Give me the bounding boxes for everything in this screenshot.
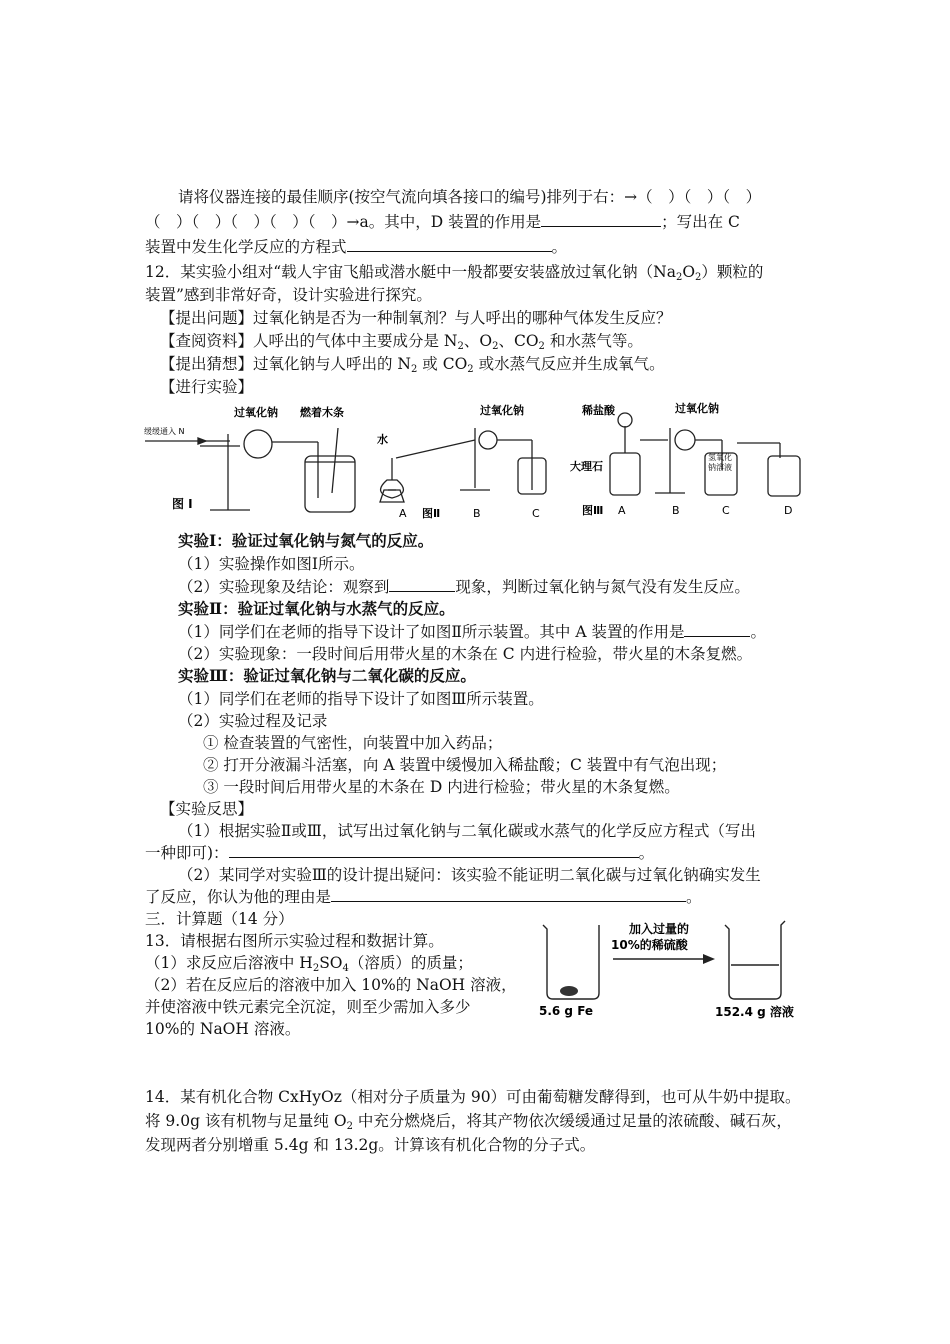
q12-ref-text: 【查阅资料】人呼出的气体中主要成分是 N <box>160 332 458 350</box>
fig2-peroxide-label: 过氧化钠 <box>480 404 524 417</box>
exp2-step-1-tail: 。 <box>750 623 766 641</box>
q13-sub: 2 <box>312 963 320 974</box>
q12-ref-text: 和水蒸气等。 <box>544 332 643 350</box>
q12-sub: 2 <box>675 272 683 283</box>
fig2-water-label: 水 <box>377 433 388 446</box>
exp1-step-2-text: （2）实验现象及结论：观察到 <box>178 578 390 596</box>
fig3-naoh-label: 氢氧化 <box>708 453 732 462</box>
fig-fe-label: 5.6 g Fe <box>539 1004 594 1018</box>
exp3-record-2: ② 打开分液漏斗活塞，向 A 装置中缓慢加入稀盐酸；C 装置中有气泡出现； <box>203 756 727 774</box>
reflect-1-line-2 <box>145 842 654 864</box>
exp3-title: 实验Ⅲ：验证过氧化钠与二氧化碳的反应。 <box>178 666 476 685</box>
exp3-step-1: （1）同学们在老师的指导下设计了如图Ⅲ所示装置。 <box>178 690 544 708</box>
q12-sub: 2 <box>492 341 499 352</box>
q12-guess-text: 或 CO <box>417 355 468 373</box>
q11-equation-blank[interactable] <box>347 236 552 252</box>
exp1-phenomenon-blank[interactable] <box>389 576 455 592</box>
q12-experiment-heading: 【进行实验】 <box>160 378 254 396</box>
q12-sub: 2 <box>457 341 464 352</box>
exp1-step-2 <box>178 576 750 598</box>
q11-line-2 <box>145 211 740 233</box>
q11-d-role-blank[interactable] <box>541 211 661 227</box>
fig2-label: 图Ⅱ <box>422 507 441 520</box>
exp2-a-role-blank[interactable] <box>684 621 750 637</box>
q13-sub: 4 <box>342 963 349 974</box>
fig1-splint-label: 燃着木条 <box>300 406 344 419</box>
fig-solution-label: 152.4 g 溶液 <box>715 1005 794 1019</box>
reflect-1-text: 一种即可)： <box>145 844 229 862</box>
exp1-title: 实验Ⅰ：验证过氧化钠与氮气的反应。 <box>178 531 434 550</box>
q12-sub: 2 <box>411 364 418 375</box>
reflect-equation-blank[interactable] <box>229 842 639 858</box>
beaker-figure <box>525 915 810 1025</box>
q14-sub: 2 <box>346 1121 353 1132</box>
apparatus-figure <box>140 398 820 523</box>
exp3-step-2: （2）实验过程及记录 <box>178 712 328 730</box>
q13-part-1-so: SO <box>319 954 343 972</box>
q12-line-2: 装置”感到非常好奇，设计实验进行探究。 <box>145 286 432 304</box>
q14-line-2-tail: 中充分燃烧后，将其产物依次缓缓通过足量的浓硫酸、碱石灰， <box>352 1112 792 1130</box>
fig3-a-label: A <box>618 504 626 517</box>
fig1-peroxide-label: 过氧化钠 <box>234 406 278 419</box>
reflect-reason-blank[interactable] <box>331 886 686 902</box>
q12-guess-text: 【提出猜想】过氧化钠与人呼出的 N <box>160 355 411 373</box>
exp3-record-1: ① 检查装置的气密性，向装置中加入药品； <box>203 734 503 752</box>
q11-order-text: （ ）（ ）（ ）（ ）（ ）→a。其中，D 装置的作用是 <box>145 213 542 231</box>
q13-part-2-line-1: （2）若在反应后的溶液中加入 10%的 NaOH 溶液， <box>145 976 517 994</box>
reflect-2-tail: 。 <box>686 888 702 906</box>
q12-stem-text: 12．某实验小组对“载人宇宙飞船或潜水艇中一般都要安装盛放过氧化钠（Na <box>145 263 676 281</box>
q14-line-1: 14．某有机化合物 CxHyOz（相对分子质量为 90）可由葡萄糖发酵得到，也可从牛奶中提取。 <box>145 1088 801 1106</box>
q13-part-2-line-3: 10%的 NaOH 溶液。 <box>145 1020 301 1038</box>
fig3-b-label: B <box>672 504 680 517</box>
q12-guess-text: 或水蒸气反应并生成氧气。 <box>473 355 665 373</box>
fig3-c-label: C <box>722 504 730 517</box>
reflect-1-tail: 。 <box>638 844 655 862</box>
fig2-b-label: B <box>473 507 481 520</box>
fig3-peroxide-label: 过氧化钠 <box>675 402 719 415</box>
q12-ref-text: 、O <box>463 332 493 350</box>
q11-line-2-tail: ；写出在 C <box>661 213 740 231</box>
exp1-step-2-tail: 现象，判断过氧化钠与氮气没有发生反应。 <box>455 578 750 596</box>
q13-part-1-text: （1）求反应后溶液中 H <box>145 954 313 972</box>
reflect-2-line-2 <box>145 886 702 908</box>
exp2-step-1 <box>178 621 766 643</box>
exp2-step-2: （2）实验现象：一段时间后用带火星的木条在 C 内进行检验，带火星的木条复燃。 <box>178 645 753 663</box>
q13-part-1-tail: （溶质）的质量； <box>348 954 473 972</box>
q13-stem: 13．请根据右图所示实验过程和数据计算。 <box>145 932 444 950</box>
q14-line-2-text: 将 9.0g 该有机物与足量纯 O <box>145 1112 347 1130</box>
q11-line-3-tail: 。 <box>551 238 568 256</box>
q12-stem-tail: ）颗粒的 <box>701 263 764 281</box>
exp3-record-3: ③ 一段时间后用带火星的木条在 D 内进行检验；带火星的木条复燃。 <box>203 778 680 796</box>
iron-powder <box>560 986 578 996</box>
q12-sub: 2 <box>467 364 474 375</box>
q14-line-3: 发现两者分别增重 5.4g 和 13.2g。计算该有机化合物的分子式。 <box>145 1136 596 1154</box>
reflect-2-line-1: （2）某同学对实验Ⅲ的设计提出疑问：该实验不能证明二氧化碳与过氧化钠确实发生 <box>178 866 761 884</box>
fig3-marble-label: 大理石 <box>570 460 603 473</box>
fig3-acid-label: 稀盐酸 <box>582 404 615 417</box>
fig-add-label: 10%的稀硫酸 <box>611 938 688 952</box>
reflect-2-text: 了反应，你认为他的理由是 <box>145 888 332 906</box>
q12-sub: 2 <box>695 272 702 283</box>
calc-heading: 三．计算题（14 分） <box>145 910 294 928</box>
fig-add-label: 加入过量的 <box>629 922 690 936</box>
reflect-1-line-1: （1）根据实验Ⅱ或Ⅲ，试写出过氧化钠与二氧化碳或水蒸气的化学反应方程式（写出 <box>178 822 756 840</box>
q11-line-1: 请将仪器连接的最佳顺序(按空气流向填各接口的编号)排列于右：→（ ）（ ）（ ） <box>178 188 762 206</box>
q11-line-3 <box>145 236 567 258</box>
fig3-d-label: D <box>784 504 793 517</box>
q11-equation-text: 装置中发生化学反应的方程式 <box>145 238 347 256</box>
fig1-n2-label: 缓缓通入 N <box>144 427 185 436</box>
exp2-title: 实验Ⅱ：验证过氧化钠与水蒸气的反应。 <box>178 599 455 618</box>
fig3-naoh-label: 钠溶液 <box>708 463 732 472</box>
fig2-a-label: A <box>399 507 407 520</box>
q12-ref-text: 、CO <box>498 332 539 350</box>
reflect-title: 【实验反思】 <box>160 800 254 818</box>
fig1-label: 图 I <box>172 497 193 511</box>
q12-question: 【提出问题】过氧化钠是否为一种制氧剂？与人呼出的哪种气体发生反应？ <box>160 309 672 327</box>
q12-stem-o: O <box>682 263 696 281</box>
q13-part-2-line-2: 并使溶液中铁元素完全沉淀，则至少需加入多少 <box>145 998 471 1016</box>
fig3-label: 图Ⅲ <box>582 504 604 517</box>
exp1-step-1: （1）实验操作如图Ⅰ所示。 <box>178 555 365 573</box>
exp2-step-1-text: （1）同学们在老师的指导下设计了如图Ⅱ所示装置。其中 A 装置的作用是 <box>178 623 685 641</box>
fig2-c-label: C <box>532 507 540 520</box>
q12-sub: 2 <box>538 341 545 352</box>
